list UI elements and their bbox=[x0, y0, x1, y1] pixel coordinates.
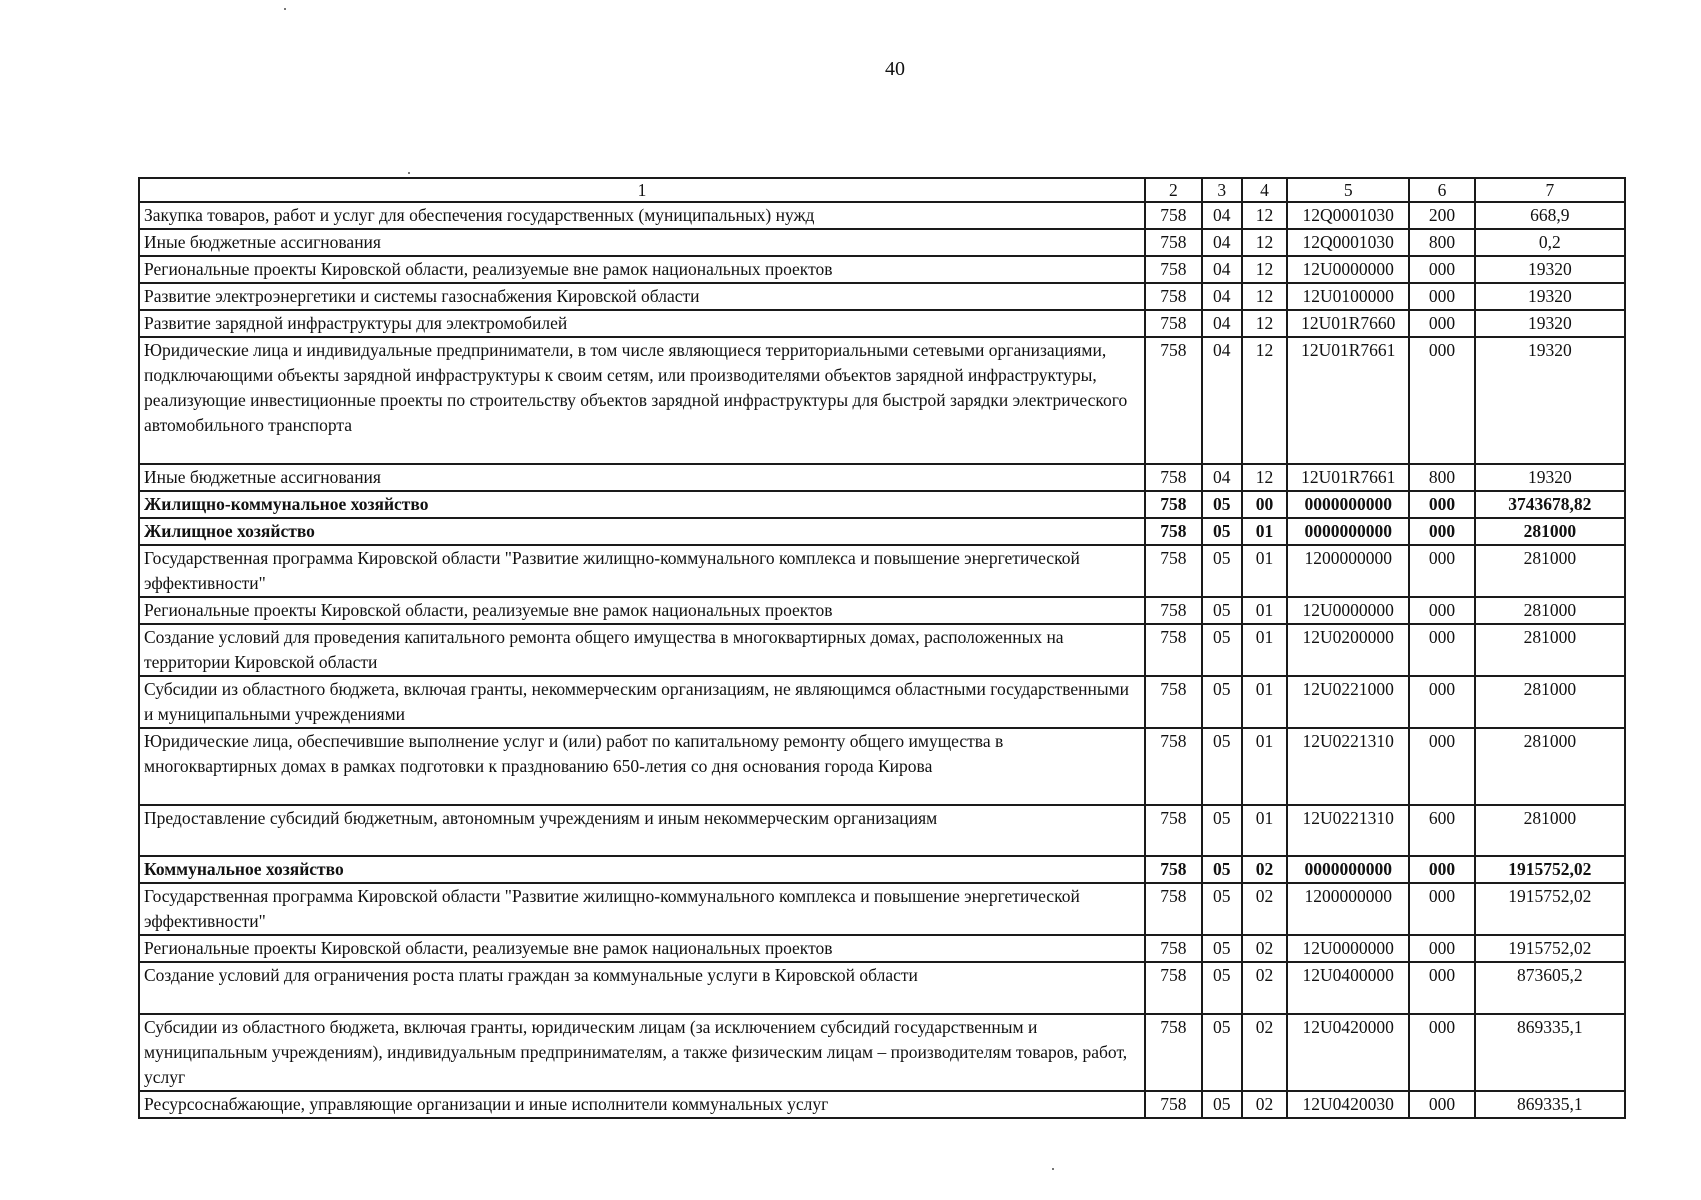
row-name-cell: Иные бюджетные ассигнования bbox=[139, 464, 1145, 491]
column-4-cell: 12 bbox=[1242, 229, 1287, 256]
row-name-cell: Субсидии из областного бюджета, включая гранты, некоммерческим организациям, не являющимся областными государственными и муниципальными учреждениями bbox=[139, 676, 1145, 728]
column-2-cell: 758 bbox=[1145, 337, 1201, 464]
code-cell: 12U0000000 bbox=[1287, 597, 1409, 624]
table-row bbox=[139, 1014, 1625, 1091]
column-6-cell: 000 bbox=[1409, 1014, 1475, 1091]
table-row bbox=[139, 856, 1625, 883]
table-row bbox=[139, 256, 1625, 283]
row-name-cell: Ресурсоснабжающие, управляющие организации и иные исполнители коммунальных услуг bbox=[139, 1091, 1145, 1118]
column-6-cell: 000 bbox=[1409, 545, 1475, 597]
amount-cell: 0,2 bbox=[1475, 229, 1625, 256]
amount-cell: 281000 bbox=[1475, 597, 1625, 624]
column-2-cell: 758 bbox=[1145, 1014, 1201, 1091]
column-3-cell: 04 bbox=[1202, 464, 1242, 491]
row-name-cell: Региональные проекты Кировской области, реализуемые вне рамок национальных проектов bbox=[139, 256, 1145, 283]
column-4-cell: 02 bbox=[1242, 1091, 1287, 1118]
column-4-cell: 12 bbox=[1242, 283, 1287, 310]
column-3-cell: 05 bbox=[1202, 935, 1242, 962]
amount-cell: 19320 bbox=[1475, 310, 1625, 337]
column-2-cell: 758 bbox=[1145, 256, 1201, 283]
table-row bbox=[139, 805, 1625, 856]
table-row bbox=[139, 491, 1625, 518]
column-3-cell: 04 bbox=[1202, 256, 1242, 283]
column-3-cell: 05 bbox=[1202, 962, 1242, 1014]
column-3-cell: 05 bbox=[1202, 545, 1242, 597]
column-2-cell: 758 bbox=[1145, 229, 1201, 256]
row-name-cell: Создание условий для проведения капитального ремонта общего имущества в многоквартирных домах, расположенных на территории Кировской области bbox=[139, 624, 1145, 676]
column-6-cell: 000 bbox=[1409, 935, 1475, 962]
column-2-cell: 758 bbox=[1145, 597, 1201, 624]
column-3-cell: 05 bbox=[1202, 491, 1242, 518]
column-4-cell: 01 bbox=[1242, 518, 1287, 545]
row-name-cell: Субсидии из областного бюджета, включая гранты, юридическим лицам (за исключением субсидий государственным и муниципальным учреждениям), индивидуальным предпринимателям, а также физическим лицам – производителям товаров, работ, услуг bbox=[139, 1014, 1145, 1091]
column-4-cell: 12 bbox=[1242, 337, 1287, 464]
row-name-cell: Жилищно-коммунальное хозяйство bbox=[139, 491, 1145, 518]
column-6-cell: 000 bbox=[1409, 597, 1475, 624]
column-header-4: 4 bbox=[1242, 178, 1287, 202]
amount-cell: 1915752,02 bbox=[1475, 935, 1625, 962]
amount-cell: 3743678,82 bbox=[1475, 491, 1625, 518]
column-header-6: 6 bbox=[1409, 178, 1475, 202]
column-4-cell: 12 bbox=[1242, 202, 1287, 229]
budget-table bbox=[138, 177, 1626, 1119]
column-4-cell: 01 bbox=[1242, 805, 1287, 856]
code-cell: 0000000000 bbox=[1287, 518, 1409, 545]
column-4-cell: 01 bbox=[1242, 597, 1287, 624]
column-6-cell: 000 bbox=[1409, 676, 1475, 728]
column-3-cell: 04 bbox=[1202, 310, 1242, 337]
table-header-row bbox=[139, 178, 1625, 202]
amount-cell: 1915752,02 bbox=[1475, 883, 1625, 935]
column-2-cell: 758 bbox=[1145, 676, 1201, 728]
column-2-cell: 758 bbox=[1145, 1091, 1201, 1118]
column-3-cell: 05 bbox=[1202, 1091, 1242, 1118]
table-row bbox=[139, 337, 1625, 464]
column-header-5: 5 bbox=[1287, 178, 1409, 202]
column-3-cell: 04 bbox=[1202, 202, 1242, 229]
table-row bbox=[139, 962, 1625, 1014]
column-2-cell: 758 bbox=[1145, 491, 1201, 518]
amount-cell: 19320 bbox=[1475, 283, 1625, 310]
column-2-cell: 758 bbox=[1145, 935, 1201, 962]
column-6-cell: 000 bbox=[1409, 518, 1475, 545]
amount-cell: 281000 bbox=[1475, 676, 1625, 728]
table-row bbox=[139, 597, 1625, 624]
row-name-cell: Государственная программа Кировской области "Развитие жилищно-коммунального комплекса и повышение энергетической эффективности" bbox=[139, 883, 1145, 935]
column-4-cell: 01 bbox=[1242, 676, 1287, 728]
column-4-cell: 02 bbox=[1242, 856, 1287, 883]
column-2-cell: 758 bbox=[1145, 310, 1201, 337]
column-3-cell: 05 bbox=[1202, 597, 1242, 624]
column-2-cell: 758 bbox=[1145, 624, 1201, 676]
amount-cell: 281000 bbox=[1475, 624, 1625, 676]
code-cell: 12U0000000 bbox=[1287, 935, 1409, 962]
row-name-cell: Юридические лица, обеспечившие выполнение услуг и (или) работ по капитальному ремонту общего имущества в многоквартирных домах в рамках подготовки к празднованию 650-летия со дня основания города Кирова bbox=[139, 728, 1145, 805]
row-name-cell: Предоставление субсидий бюджетным, автономным учреждениям и иным некоммерческим организациям bbox=[139, 805, 1145, 856]
code-cell: 12Q0001030 bbox=[1287, 229, 1409, 256]
column-4-cell: 00 bbox=[1242, 491, 1287, 518]
column-3-cell: 04 bbox=[1202, 283, 1242, 310]
table-row bbox=[139, 464, 1625, 491]
code-cell: 0000000000 bbox=[1287, 491, 1409, 518]
column-header-7: 7 bbox=[1475, 178, 1625, 202]
column-3-cell: 04 bbox=[1202, 337, 1242, 464]
column-3-cell: 05 bbox=[1202, 883, 1242, 935]
column-3-cell: 05 bbox=[1202, 676, 1242, 728]
amount-cell: 19320 bbox=[1475, 464, 1625, 491]
column-6-cell: 800 bbox=[1409, 464, 1475, 491]
column-4-cell: 02 bbox=[1242, 883, 1287, 935]
amount-cell: 281000 bbox=[1475, 545, 1625, 597]
amount-cell: 19320 bbox=[1475, 337, 1625, 464]
code-cell: 12U01R7661 bbox=[1287, 337, 1409, 464]
column-header-3: 3 bbox=[1202, 178, 1242, 202]
column-4-cell: 01 bbox=[1242, 545, 1287, 597]
code-cell: 12U0221000 bbox=[1287, 676, 1409, 728]
column-4-cell: 01 bbox=[1242, 728, 1287, 805]
code-cell: 1200000000 bbox=[1287, 545, 1409, 597]
table-row bbox=[139, 545, 1625, 597]
row-name-cell: Иные бюджетные ассигнования bbox=[139, 229, 1145, 256]
column-3-cell: 04 bbox=[1202, 229, 1242, 256]
scan-artifact bbox=[284, 8, 286, 10]
table-row bbox=[139, 283, 1625, 310]
code-cell: 12U01R7661 bbox=[1287, 464, 1409, 491]
amount-cell: 869335,1 bbox=[1475, 1091, 1625, 1118]
code-cell: 12U0100000 bbox=[1287, 283, 1409, 310]
table-row bbox=[139, 883, 1625, 935]
column-6-cell: 000 bbox=[1409, 283, 1475, 310]
row-name-cell: Региональные проекты Кировской области, реализуемые вне рамок национальных проектов bbox=[139, 935, 1145, 962]
column-6-cell: 000 bbox=[1409, 728, 1475, 805]
column-6-cell: 600 bbox=[1409, 805, 1475, 856]
column-3-cell: 05 bbox=[1202, 1014, 1242, 1091]
code-cell: 12U0221310 bbox=[1287, 728, 1409, 805]
row-name-cell: Развитие зарядной инфраструктуры для электромобилей bbox=[139, 310, 1145, 337]
row-name-cell: Коммунальное хозяйство bbox=[139, 856, 1145, 883]
column-4-cell: 12 bbox=[1242, 256, 1287, 283]
amount-cell: 281000 bbox=[1475, 518, 1625, 545]
amount-cell: 668,9 bbox=[1475, 202, 1625, 229]
column-6-cell: 000 bbox=[1409, 491, 1475, 518]
table-row bbox=[139, 202, 1625, 229]
code-cell: 12U0420030 bbox=[1287, 1091, 1409, 1118]
column-2-cell: 758 bbox=[1145, 518, 1201, 545]
page-number: 40 bbox=[885, 58, 905, 80]
column-4-cell: 12 bbox=[1242, 464, 1287, 491]
table-row bbox=[139, 310, 1625, 337]
amount-cell: 281000 bbox=[1475, 728, 1625, 805]
column-6-cell: 200 bbox=[1409, 202, 1475, 229]
row-name-cell: Юридические лица и индивидуальные предприниматели, в том числе являющиеся территориальными сетевыми организациями, подключающими объекты зарядной инфраструктуры к своим сетям, или производителями объектов зарядной инфраструктуры, реализующие инвестиционные проекты по строительству объектов зарядной инфраструктуры для быстрой зарядки электрического автомобильного транспорта bbox=[139, 337, 1145, 464]
amount-cell: 869335,1 bbox=[1475, 1014, 1625, 1091]
column-3-cell: 05 bbox=[1202, 624, 1242, 676]
column-4-cell: 02 bbox=[1242, 1014, 1287, 1091]
column-3-cell: 05 bbox=[1202, 518, 1242, 545]
table-body bbox=[139, 202, 1625, 1118]
column-2-cell: 758 bbox=[1145, 545, 1201, 597]
column-2-cell: 758 bbox=[1145, 962, 1201, 1014]
code-cell: 12U0221310 bbox=[1287, 805, 1409, 856]
column-2-cell: 758 bbox=[1145, 728, 1201, 805]
column-header-2: 2 bbox=[1145, 178, 1201, 202]
row-name-cell: Жилищное хозяйство bbox=[139, 518, 1145, 545]
code-cell: 12U0420000 bbox=[1287, 1014, 1409, 1091]
code-cell: 12U0400000 bbox=[1287, 962, 1409, 1014]
amount-cell: 1915752,02 bbox=[1475, 856, 1625, 883]
column-4-cell: 02 bbox=[1242, 935, 1287, 962]
column-2-cell: 758 bbox=[1145, 202, 1201, 229]
column-6-cell: 000 bbox=[1409, 310, 1475, 337]
row-name-cell: Государственная программа Кировской области "Развитие жилищно-коммунального комплекса и повышение энергетической эффективности" bbox=[139, 545, 1145, 597]
row-name-cell: Региональные проекты Кировской области, реализуемые вне рамок национальных проектов bbox=[139, 597, 1145, 624]
column-2-cell: 758 bbox=[1145, 883, 1201, 935]
column-6-cell: 000 bbox=[1409, 624, 1475, 676]
table-row bbox=[139, 728, 1625, 805]
table-row bbox=[139, 935, 1625, 962]
amount-cell: 19320 bbox=[1475, 256, 1625, 283]
column-6-cell: 000 bbox=[1409, 856, 1475, 883]
column-4-cell: 12 bbox=[1242, 310, 1287, 337]
column-4-cell: 01 bbox=[1242, 624, 1287, 676]
column-3-cell: 05 bbox=[1202, 805, 1242, 856]
table-row bbox=[139, 518, 1625, 545]
table-row bbox=[139, 229, 1625, 256]
row-name-cell: Создание условий для ограничения роста платы граждан за коммунальные услуги в Кировской области bbox=[139, 962, 1145, 1014]
column-3-cell: 05 bbox=[1202, 856, 1242, 883]
scan-artifact bbox=[408, 172, 410, 174]
column-header-1: 1 bbox=[139, 178, 1145, 202]
code-cell: 12U0200000 bbox=[1287, 624, 1409, 676]
column-4-cell: 02 bbox=[1242, 962, 1287, 1014]
scan-artifact bbox=[1052, 1168, 1054, 1170]
column-6-cell: 000 bbox=[1409, 337, 1475, 464]
column-6-cell: 800 bbox=[1409, 229, 1475, 256]
column-2-cell: 758 bbox=[1145, 856, 1201, 883]
table-row bbox=[139, 676, 1625, 728]
column-3-cell: 05 bbox=[1202, 728, 1242, 805]
code-cell: 0000000000 bbox=[1287, 856, 1409, 883]
code-cell: 12Q0001030 bbox=[1287, 202, 1409, 229]
row-name-cell: Закупка товаров, работ и услуг для обеспечения государственных (муниципальных) нужд bbox=[139, 202, 1145, 229]
code-cell: 12U01R7660 bbox=[1287, 310, 1409, 337]
table-row bbox=[139, 1091, 1625, 1118]
amount-cell: 873605,2 bbox=[1475, 962, 1625, 1014]
column-6-cell: 000 bbox=[1409, 883, 1475, 935]
column-6-cell: 000 bbox=[1409, 1091, 1475, 1118]
column-2-cell: 758 bbox=[1145, 283, 1201, 310]
column-2-cell: 758 bbox=[1145, 464, 1201, 491]
code-cell: 12U0000000 bbox=[1287, 256, 1409, 283]
table-row bbox=[139, 624, 1625, 676]
row-name-cell: Развитие электроэнергетики и системы газоснабжения Кировской области bbox=[139, 283, 1145, 310]
code-cell: 1200000000 bbox=[1287, 883, 1409, 935]
column-6-cell: 000 bbox=[1409, 962, 1475, 1014]
column-2-cell: 758 bbox=[1145, 805, 1201, 856]
amount-cell: 281000 bbox=[1475, 805, 1625, 856]
column-6-cell: 000 bbox=[1409, 256, 1475, 283]
